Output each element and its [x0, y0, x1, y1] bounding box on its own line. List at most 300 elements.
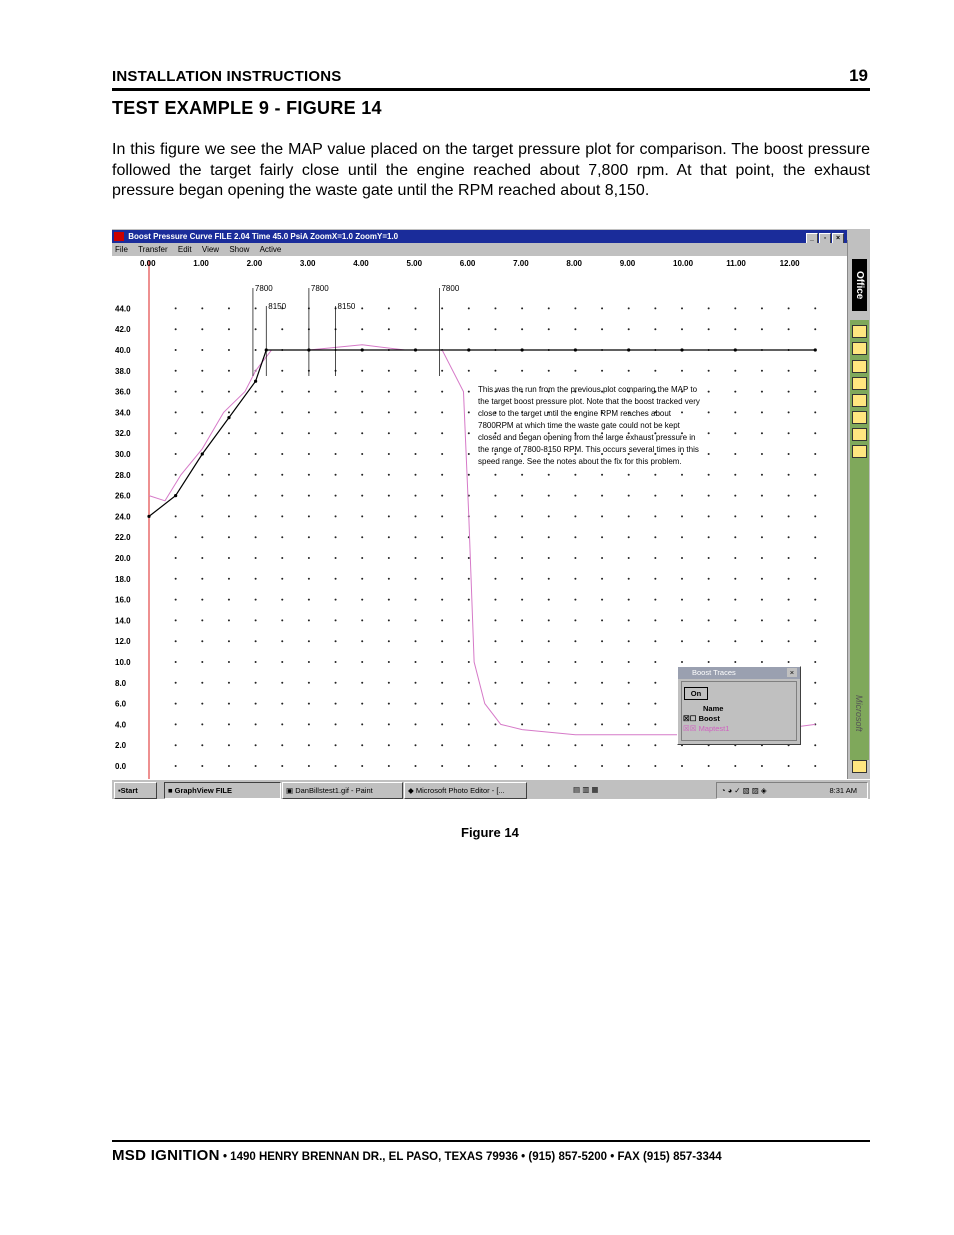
grid-dot — [601, 370, 603, 372]
grid-dot — [228, 640, 230, 642]
grid-dot — [175, 432, 177, 434]
grid-dot — [415, 370, 417, 372]
y-tick-label: 12.0 — [115, 637, 131, 647]
grid-dot — [255, 619, 257, 621]
grid-dot — [281, 578, 283, 580]
grid-dot — [761, 411, 763, 413]
grid-dot — [574, 515, 576, 517]
grid-dot — [681, 474, 683, 476]
grid-dot — [468, 682, 470, 684]
grid-dot — [761, 328, 763, 330]
menu-active[interactable]: Active — [259, 245, 282, 254]
grid-dot — [175, 578, 177, 580]
y-tick-label: 42.0 — [115, 325, 131, 335]
grid-dot — [601, 515, 603, 517]
grid-dot — [335, 474, 337, 476]
grid-dot — [601, 744, 603, 746]
office-app-icon[interactable] — [852, 360, 867, 373]
grid-dot — [788, 619, 790, 621]
figure-caption: Figure 14 — [461, 825, 519, 840]
grid-dot — [494, 599, 496, 601]
grid-dot — [788, 765, 790, 767]
start-label: Start — [120, 786, 138, 795]
grid-dot — [628, 370, 630, 372]
grid-dot — [521, 578, 523, 580]
grid-dot — [681, 536, 683, 538]
grid-dot — [175, 744, 177, 746]
grid-dot — [814, 495, 816, 497]
grid-dot — [441, 578, 443, 580]
quick-launch-icon[interactable]: ▦ — [591, 785, 599, 794]
quick-launch-icon[interactable]: ▤ — [573, 785, 581, 794]
grid-dot — [814, 474, 816, 476]
grid-dot — [654, 765, 656, 767]
x-tick-label: 12.00 — [779, 259, 800, 268]
y-tick-label: 44.0 — [115, 304, 131, 314]
page-header — [112, 66, 870, 91]
grid-dot — [654, 682, 656, 684]
grid-dot — [761, 474, 763, 476]
grid-dot — [228, 682, 230, 684]
start-button[interactable] — [114, 782, 157, 799]
grid-dot — [281, 411, 283, 413]
grid-dot — [548, 515, 550, 517]
grid-dot — [628, 599, 630, 601]
grid-dot — [308, 744, 310, 746]
grid-dot — [201, 307, 203, 309]
menu-view[interactable]: View — [201, 245, 220, 254]
grid-dot — [361, 765, 363, 767]
office-app-icon[interactable] — [852, 342, 867, 355]
grid-dot — [734, 370, 736, 372]
grid-dot — [628, 765, 630, 767]
grid-dot — [548, 328, 550, 330]
grid-dot — [601, 536, 603, 538]
grid-dot — [468, 391, 470, 393]
grid-dot — [494, 682, 496, 684]
grid-dot — [228, 515, 230, 517]
grid-dot — [255, 328, 257, 330]
grid-dot — [175, 557, 177, 559]
minimize-button[interactable]: _ — [806, 233, 818, 244]
grid-dot — [468, 619, 470, 621]
grid-dot — [494, 661, 496, 663]
grid-dot — [361, 515, 363, 517]
grid-dot — [281, 536, 283, 538]
grid-dot — [628, 744, 630, 746]
dialog-title: Boost Traces — [692, 668, 736, 677]
menu-show[interactable]: Show — [229, 245, 250, 254]
grid-dot — [628, 536, 630, 538]
grid-dot — [415, 495, 417, 497]
grid-dot — [361, 578, 363, 580]
grid-dot — [175, 599, 177, 601]
grid-dot — [654, 536, 656, 538]
grid-dot — [788, 391, 790, 393]
grid-dot — [601, 557, 603, 559]
clock: 8:31 AM — [829, 786, 857, 795]
grid-dot — [814, 619, 816, 621]
checkbox-icon[interactable]: ☒ — [683, 714, 690, 723]
grid-dot — [681, 765, 683, 767]
y-tick-label: 40.0 — [115, 346, 131, 355]
grid-dot — [335, 578, 337, 580]
grid-dot — [468, 453, 470, 455]
grid-dot — [361, 744, 363, 746]
grid-dot — [388, 536, 390, 538]
grid-dot — [281, 391, 283, 393]
grid-dot — [734, 557, 736, 559]
grid-dot — [441, 391, 443, 393]
grid-dot — [468, 661, 470, 663]
grid-dot — [601, 640, 603, 642]
grid-dot — [361, 703, 363, 705]
checkbox-icon[interactable]: ☒ — [683, 724, 690, 733]
on-button[interactable]: On — [684, 687, 708, 700]
grid-dot — [521, 495, 523, 497]
grid-dot — [521, 328, 523, 330]
office-app-icon[interactable] — [852, 394, 867, 407]
rpm-marker-label: 8150 — [337, 302, 356, 311]
grid-dot — [468, 640, 470, 642]
grid-dot — [628, 682, 630, 684]
grid-dot — [388, 640, 390, 642]
grid-dot — [761, 640, 763, 642]
grid-dot — [415, 453, 417, 455]
taskbar-item[interactable] — [282, 782, 403, 799]
grid-dot — [494, 536, 496, 538]
rpm-marker-label: 7800 — [441, 284, 460, 293]
grid-dot — [201, 432, 203, 434]
grid-dot — [335, 723, 337, 725]
close-button[interactable]: × — [832, 233, 844, 244]
dialog-title-bar — [678, 667, 800, 679]
menu-file[interactable]: File — [115, 245, 128, 254]
grid-dot — [441, 474, 443, 476]
grid-dot — [201, 661, 203, 663]
grid-dot — [361, 619, 363, 621]
office-app-icon[interactable] — [852, 445, 867, 458]
office-app-icon[interactable] — [852, 411, 867, 424]
grid-dot — [761, 578, 763, 580]
grid-dot — [708, 411, 710, 413]
grid-dot — [255, 765, 257, 767]
grid-dot — [281, 328, 283, 330]
grid-dot — [255, 640, 257, 642]
grid-dot — [415, 682, 417, 684]
office-label: Office — [852, 259, 867, 311]
grid-dot — [388, 432, 390, 434]
grid-dot — [415, 619, 417, 621]
grid-dot — [574, 495, 576, 497]
grid-dot — [494, 744, 496, 746]
grid-dot — [255, 723, 257, 725]
grid-dot — [335, 432, 337, 434]
grid-dot — [468, 723, 470, 725]
grid-dot — [814, 515, 816, 517]
y-tick-label: 2.0 — [115, 741, 127, 751]
grid-dot — [361, 328, 363, 330]
annotation-text — [478, 385, 702, 466]
grid-dot — [308, 515, 310, 517]
grid-dot — [361, 432, 363, 434]
grid-dot — [468, 599, 470, 601]
grid-dot — [601, 765, 603, 767]
y-tick-label: 38.0 — [115, 366, 131, 376]
grid-dot — [308, 640, 310, 642]
grid-dot — [281, 495, 283, 497]
grid-dot — [175, 619, 177, 621]
grid-dot — [628, 515, 630, 517]
grid-dot — [335, 536, 337, 538]
checkbox-icon[interactable]: ☐ — [689, 714, 697, 723]
grid-dot — [548, 744, 550, 746]
grid-dot — [574, 703, 576, 705]
x-tick-label: 11.00 — [726, 259, 746, 268]
x-tick-label: 8.00 — [566, 259, 582, 268]
grid-dot — [494, 703, 496, 705]
grid-dot — [228, 495, 230, 497]
grid-dot — [681, 515, 683, 517]
grid-dot — [814, 328, 816, 330]
grid-dot — [335, 703, 337, 705]
grid-dot — [388, 661, 390, 663]
grid-dot — [415, 578, 417, 580]
grid-dot — [761, 765, 763, 767]
grid-dot — [761, 307, 763, 309]
grid-dot — [521, 640, 523, 642]
grid-dot — [308, 391, 310, 393]
grid-dot — [415, 661, 417, 663]
grid-dot — [308, 557, 310, 559]
grid-dot — [201, 370, 203, 372]
grid-dot — [681, 495, 683, 497]
grid-dot — [281, 599, 283, 601]
grid-dot — [788, 370, 790, 372]
grid-dot — [388, 495, 390, 497]
grid-dot — [415, 703, 417, 705]
grid-dot — [574, 723, 576, 725]
grid-dot — [761, 557, 763, 559]
grid-dot — [761, 536, 763, 538]
page-number: 19 — [849, 66, 868, 85]
y-tick-label: 22.0 — [115, 533, 131, 543]
grid-dot — [441, 495, 443, 497]
photo-editor-icon: ◆ — [408, 786, 414, 795]
annotation-line: close to the target until the engine RPM reaches about — [478, 409, 672, 418]
annotation-line: the range of 7800-8150 RPM. This occurs several times in this — [478, 445, 699, 454]
x-tick-label: 7.00 — [513, 259, 529, 268]
grid-dot — [708, 474, 710, 476]
grid-dot — [468, 328, 470, 330]
grid-dot — [308, 495, 310, 497]
grid-dot — [521, 370, 523, 372]
grid-dot — [654, 640, 656, 642]
grid-dot — [601, 307, 603, 309]
grid-dot — [175, 307, 177, 309]
grid-dot — [548, 557, 550, 559]
grid-dot — [441, 307, 443, 309]
quick-launch — [570, 782, 615, 797]
grid-dot — [201, 765, 203, 767]
grid-dot — [494, 370, 496, 372]
grid-dot — [814, 599, 816, 601]
grid-dot — [335, 765, 337, 767]
grid-dot — [628, 307, 630, 309]
y-tick-label: 10.0 — [115, 658, 131, 667]
office-app-icon[interactable] — [852, 760, 867, 773]
menu-transfer[interactable]: Transfer — [138, 245, 168, 254]
grid-dot — [335, 411, 337, 413]
grid-dot — [761, 515, 763, 517]
y-tick-label: 36.0 — [115, 387, 131, 397]
grid-dot — [201, 599, 203, 601]
grid-dot — [308, 703, 310, 705]
grid-dot — [708, 328, 710, 330]
grid-dot — [548, 536, 550, 538]
checkbox-icon[interactable]: ☒ — [689, 724, 697, 733]
grid-dot — [494, 619, 496, 621]
office-app-icon[interactable] — [852, 428, 867, 441]
grid-dot — [761, 370, 763, 372]
grid-dot — [228, 765, 230, 767]
grid-dot — [388, 411, 390, 413]
grid-dot — [228, 744, 230, 746]
grid-dot — [361, 723, 363, 725]
grid-dot — [814, 307, 816, 309]
grid-dot — [708, 391, 710, 393]
x-tick-label: 6.00 — [459, 259, 476, 268]
grid-dot — [574, 599, 576, 601]
grid-dot — [734, 765, 736, 767]
grid-dot — [708, 578, 710, 580]
grid-dot — [521, 661, 523, 663]
grid-dot — [281, 682, 283, 684]
x-tick-label: 0.00 — [140, 259, 156, 268]
grid-dot — [681, 661, 683, 663]
grid-dot — [415, 411, 417, 413]
grid-dot — [734, 661, 736, 663]
grid-dot — [201, 495, 203, 497]
grid-dot — [574, 578, 576, 580]
maximize-button[interactable]: ▫ — [819, 233, 831, 244]
grid-dot — [255, 744, 257, 746]
menu-edit[interactable]: Edit — [177, 245, 192, 254]
quick-launch-icon[interactable]: ▥ — [582, 785, 590, 794]
grid-dot — [468, 744, 470, 746]
grid-dot — [255, 391, 257, 393]
grid-dot — [788, 495, 790, 497]
grid-dot — [548, 661, 550, 663]
grid-dot — [308, 599, 310, 601]
app-title: Boost Pressure Curve FILE 2.04 Time 45.0 PsiA ZoomX=1.0 ZoomY=1.0 — [128, 232, 399, 241]
grid-dot — [441, 536, 443, 538]
grid-dot — [734, 391, 736, 393]
grid-dot — [361, 370, 363, 372]
grid-dot — [654, 661, 656, 663]
grid-dot — [708, 599, 710, 601]
office-app-icon[interactable] — [852, 377, 867, 390]
grid-dot — [548, 640, 550, 642]
grid-dot — [175, 536, 177, 538]
grid-dot — [308, 765, 310, 767]
grid-dot — [628, 703, 630, 705]
grid-dot — [468, 765, 470, 767]
grid-dot — [468, 578, 470, 580]
grid-dot — [574, 536, 576, 538]
grid-dot — [574, 640, 576, 642]
grid-dot — [255, 661, 257, 663]
grid-dot — [494, 328, 496, 330]
grid-dot — [814, 432, 816, 434]
grid-dot — [415, 640, 417, 642]
grid-dot — [814, 661, 816, 663]
tray-icons[interactable]: ◔ ◕ ✓ ▧ ▨ ◈ — [721, 786, 767, 795]
grid-dot — [388, 474, 390, 476]
taskbar-item[interactable] — [164, 782, 281, 799]
grid-dot — [734, 578, 736, 580]
trace-row-maptest1[interactable] — [683, 724, 729, 733]
grid-dot — [255, 411, 257, 413]
grid-dot — [388, 619, 390, 621]
grid-dot — [415, 536, 417, 538]
grid-dot — [361, 307, 363, 309]
grid-dot — [415, 307, 417, 309]
grid-dot — [281, 703, 283, 705]
grid-dot — [415, 765, 417, 767]
grid-dot — [175, 765, 177, 767]
grid-dot — [388, 765, 390, 767]
dialog-close-button[interactable]: × — [787, 668, 797, 677]
grid-dot — [601, 599, 603, 601]
grid-dot — [201, 619, 203, 621]
grid-dot — [175, 349, 177, 351]
grid-dot — [388, 557, 390, 559]
grid-dot — [255, 432, 257, 434]
grid-dot — [201, 723, 203, 725]
grid-dot — [494, 640, 496, 642]
grid-dot — [814, 411, 816, 413]
y-tick-label: 0.0 — [115, 762, 127, 771]
taskbar — [112, 779, 870, 799]
grid-dot — [548, 682, 550, 684]
grid-dot — [814, 640, 816, 642]
grid-dot — [308, 661, 310, 663]
grid-dot — [708, 536, 710, 538]
grid-dot — [761, 599, 763, 601]
grid-dot — [468, 557, 470, 559]
grid-dot — [415, 432, 417, 434]
grid-dot — [388, 578, 390, 580]
grid-dot — [708, 619, 710, 621]
grid-dot — [788, 515, 790, 517]
grid-dot — [628, 723, 630, 725]
office-app-icon[interactable] — [852, 325, 867, 338]
grid-dot — [548, 703, 550, 705]
grid-dot — [814, 765, 816, 767]
taskbar-item[interactable] — [404, 782, 527, 799]
annotation-line: 7800RPM at which time the waste gate could not be kept — [478, 421, 680, 430]
grid-dot — [308, 474, 310, 476]
trace-row-boost[interactable] — [683, 714, 720, 723]
grid-dot — [255, 703, 257, 705]
grid-dot — [548, 599, 550, 601]
x-tick-label: 10.00 — [673, 259, 694, 268]
grid-dot — [654, 557, 656, 559]
grid-dot — [201, 411, 203, 413]
grid-dot — [654, 619, 656, 621]
grid-dot — [574, 661, 576, 663]
